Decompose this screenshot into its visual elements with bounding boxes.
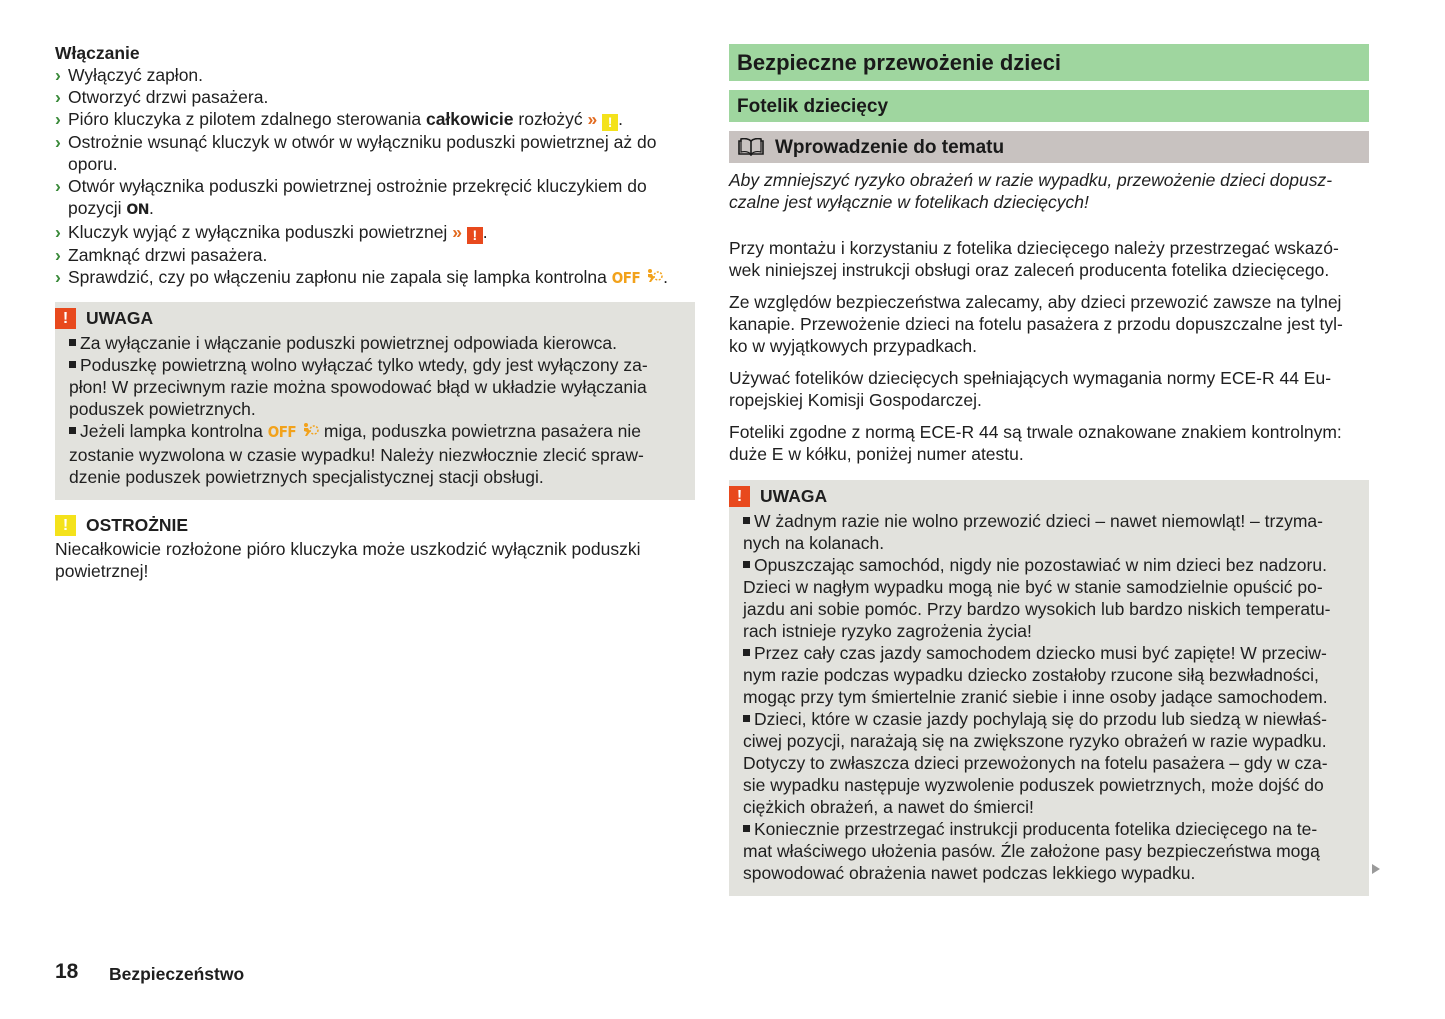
warning-bullet: [69, 332, 681, 354]
caution-icon: !: [602, 114, 618, 131]
bullet-square-icon: [743, 649, 750, 656]
bullet-text: Koniecznie przestrzegać instrukcji producenta fotelika dziecięcego na te-: [754, 819, 1318, 839]
bullet-text: dzenie poduszek powietrznych specjalistycznej stacji obsługi.: [69, 467, 544, 487]
bullet-text: Dzieci, które w czasie jazdy pochylają się do przodu lub siedzą w niewłaś-: [754, 709, 1327, 729]
warning-bullet: [743, 818, 1355, 840]
on-position-symbol: ON: [126, 202, 149, 218]
paragraph-line: Ze względów bezpieczeństwa zalecamy, aby dzieci przewozić zawsze na tylnej: [729, 292, 1342, 312]
page-number: 18: [55, 960, 79, 983]
chevron-right-icon: ›: [55, 267, 61, 287]
bullet-text: zostanie wyzwolona w czasie wypadku! Należy niezwłocznie zlecić spraw-: [69, 445, 644, 465]
bullet-square-icon: [743, 561, 750, 568]
bullet-square-icon: [743, 517, 750, 524]
chevron-right-icon: ›: [55, 176, 61, 196]
bullet-text: Za wyłączanie i włączanie poduszki powietrznej odpowiada kierowca.: [80, 333, 617, 353]
warning-bullet: [743, 642, 1355, 664]
intro-line: Aby zmniejszyć ryzyko obrażeń w razie wypadku, przewożenie dzieci dopusz-: [729, 170, 1333, 190]
bullet-square-icon: [69, 361, 76, 368]
step-text: Pióro kluczyka z pilotem zdalnego sterowania: [68, 109, 426, 129]
topic-intro-title: Wprowadzenie do tematu: [775, 136, 1005, 158]
bullet-text: Opuszczając samochód, nigdy nie pozostawiać w nim dzieci bez nadzoru.: [754, 555, 1327, 575]
bullet-text: mat właściwego ułożenia pasów. Źle założone pasy bezpieczeństwa mogą: [743, 841, 1320, 861]
step-text: Wyłączyć zapłon.: [68, 65, 204, 85]
caution-title: OSTROŻNIE: [86, 514, 189, 535]
paragraph: [729, 421, 1369, 465]
step-item: › Otwór wyłącznika poduszki powietrznej ostrożnie przekręcić kluczykiem do pozycji ON.: [55, 176, 647, 218]
bullet-square-icon: [743, 825, 750, 832]
intro-paragraph: [729, 169, 1369, 213]
bullet-text: Dzieci w nagłym wypadku mogą nie być w stanie samodzielnie opuścić po-: [743, 577, 1323, 597]
paragraph-line: kanapie. Przewożenie dzieci na fotelu pasażera z przodu dopuszczalne jest tyl-: [729, 314, 1343, 334]
bullet-text: Przez cały czas jazdy samochodem dziecko musi być zapięte! W przeciw-: [754, 643, 1327, 663]
paragraph: [729, 237, 1369, 281]
chevron-right-icon: ›: [55, 87, 61, 107]
paragraph-line: Przy montażu i korzystaniu z fotelika dziecięcego należy przestrzegać wskazó-: [729, 238, 1339, 258]
cross-reference-link[interactable]: »: [587, 109, 598, 129]
warning-box: [55, 302, 695, 500]
warning-title-row: [55, 304, 681, 332]
airbag-off-indicator: OFF: [267, 423, 297, 441]
bullet-text: Jeżeli lampka kontrolna: [80, 421, 268, 441]
bullet-square-icon: [69, 339, 76, 346]
step-text: Zamknąć drzwi pasażera.: [68, 245, 268, 265]
paragraph-line: Foteliki zgodne z normą ECE-R 44 są trwale oznakowane znakiem kontrolnym:: [729, 422, 1342, 442]
subsection-title: Fotelik dziecięcy: [729, 90, 1369, 122]
caution-box: [55, 512, 695, 582]
warning-title: UWAGA: [86, 307, 154, 328]
warning-title-row: [729, 482, 1355, 510]
bullet-text: jazdu ani sobie pomóc. Przy bardzo wysokich lub bardzo niskich temperatu-: [743, 599, 1331, 619]
caution-title-row: [55, 512, 695, 538]
step-text: Otworzyć drzwi pasażera.: [68, 87, 269, 107]
right-column: [729, 44, 1369, 896]
warning-icon: !: [467, 227, 483, 244]
bullet-square-icon: [69, 427, 76, 434]
bullet-text: płon! W przeciwnym razie można spowodować błąd w układzie wyłączania: [69, 377, 647, 397]
step-item: [55, 64, 695, 86]
step-text: rozłożyć: [513, 109, 583, 129]
footer-section-title: Bezpieczeństwo: [109, 964, 245, 984]
step-item: [55, 244, 695, 266]
step-text: Ostrożnie wsunąć kluczyk w otwór w wyłączniku poduszki powietrznej aż do oporu.: [68, 132, 657, 174]
step-text: Sprawdzić, czy po włączeniu zapłonu nie zapala się lampka kontrolna: [68, 267, 612, 287]
section-title: Bezpieczne przewożenie dzieci: [729, 44, 1369, 81]
step-item: › Pióro kluczyka z pilotem zdalnego sterowania całkowicie rozłożyć » ! .: [55, 109, 623, 130]
chevron-right-icon: ›: [55, 245, 61, 265]
bullet-text: Poduszkę powietrzną wolno wyłączać tylko wtedy, gdy jest wyłączony za-: [80, 355, 648, 375]
paragraph-line: Używać fotelików dziecięcych spełniających wymagania normy ECE-R 44 Eu-: [729, 368, 1332, 388]
caution-text: Niecałkowicie rozłożone pióro kluczyka może uszkodzić wyłącznik poduszki powietrznej!: [55, 539, 641, 581]
bullet-text: mogąc przy tym śmiertelnie zranić siebie i inne osoby jadące samochodem.: [743, 687, 1328, 707]
airbag-icon: [645, 270, 663, 287]
warning-bullet: [743, 554, 1355, 576]
paragraph: [729, 291, 1369, 357]
chevron-right-icon: ›: [55, 65, 61, 85]
step-item: › Kluczyk wyjąć z wyłącznika poduszki powietrznej » ! .: [55, 222, 488, 243]
warning-box: [729, 480, 1369, 896]
bullet-text: miga, poduszka powietrzna pasażera nie: [319, 421, 642, 441]
bullet-text: rach istnieje ryzyko zagrożenia życia!: [743, 621, 1032, 641]
bullet-text: Dotyczy to zwłaszcza dzieci przewożonych na fotelu pasażera – gdy w cza-: [743, 753, 1328, 773]
paragraph-line: duże E w kółku, poniżej numer atestu.: [729, 444, 1024, 464]
airbag-off-indicator: OFF: [611, 269, 641, 287]
warning-bullet: [743, 708, 1355, 730]
warning-icon: !: [55, 308, 76, 329]
warning-bullet: [69, 420, 681, 444]
caution-icon: !: [55, 515, 76, 536]
step-item: [55, 86, 695, 108]
section-heading: Włączanie: [55, 43, 140, 63]
step-text: Otwór wyłącznika poduszki powietrznej ostrożnie przekręcić kluczykiem do pozycji: [68, 176, 647, 218]
chevron-right-icon: ›: [55, 109, 61, 129]
chevron-right-icon: ›: [55, 222, 61, 242]
continue-arrow-icon: [1371, 863, 1381, 878]
paragraph-line: ko w wyjątkowych przypadkach.: [729, 336, 978, 356]
bullet-text: poduszek powietrznych.: [69, 399, 256, 419]
topic-intro-header: [729, 131, 1369, 163]
cross-reference-link[interactable]: »: [452, 222, 462, 242]
warning-bullet: [743, 510, 1355, 532]
paragraph-line: wek niniejszej instrukcji obsługi oraz zaleceń producenta fotelika dziecięcego.: [729, 260, 1330, 280]
warning-title: UWAGA: [760, 485, 828, 506]
airbag-icon: [301, 424, 319, 441]
paragraph: [729, 367, 1369, 411]
bullet-text: sie wypadku następuje wyzwolenie poduszek powietrznych, może dojść do: [743, 775, 1324, 795]
bullet-text: nych na kolanach.: [743, 533, 885, 553]
bullet-text: ciwej pozycji, narażają się na zwiększone ryzyko obrażeń w razie wypadku.: [743, 731, 1327, 751]
step-text: Kluczyk wyjąć z wyłącznika poduszki powietrznej: [68, 222, 448, 242]
warning-bullet: [69, 354, 681, 376]
bullet-text: spowodować obrażenia nawet podczas lekkiego wypadku.: [743, 863, 1196, 883]
bullet-text: nym razie podczas wypadku dziecko zostałoby rzucone siłą bezwładności,: [743, 665, 1319, 685]
bullet-text: ciężkich obrażeń, a nawet do śmierci!: [743, 797, 1034, 817]
intro-line: czalne jest wyłącznie w fotelikach dziecięcych!: [729, 192, 1089, 212]
bullet-text: W żadnym razie nie wolno przewozić dzieci – nawet niemowląt! – trzyma-: [754, 511, 1323, 531]
chevron-right-icon: ›: [55, 132, 61, 152]
step-item: › Sprawdzić, czy po włączeniu zapłonu nie zapala się lampka kontrolna OFF .: [55, 267, 668, 287]
bullet-square-icon: [743, 715, 750, 722]
paragraph-line: ropejskiej Komisji Gospodarczej.: [729, 390, 982, 410]
step-emphasis: całkowicie: [425, 109, 514, 129]
warning-icon: !: [729, 486, 750, 507]
left-column: [55, 42, 695, 582]
step-item: [55, 131, 695, 175]
book-icon: [737, 138, 765, 156]
